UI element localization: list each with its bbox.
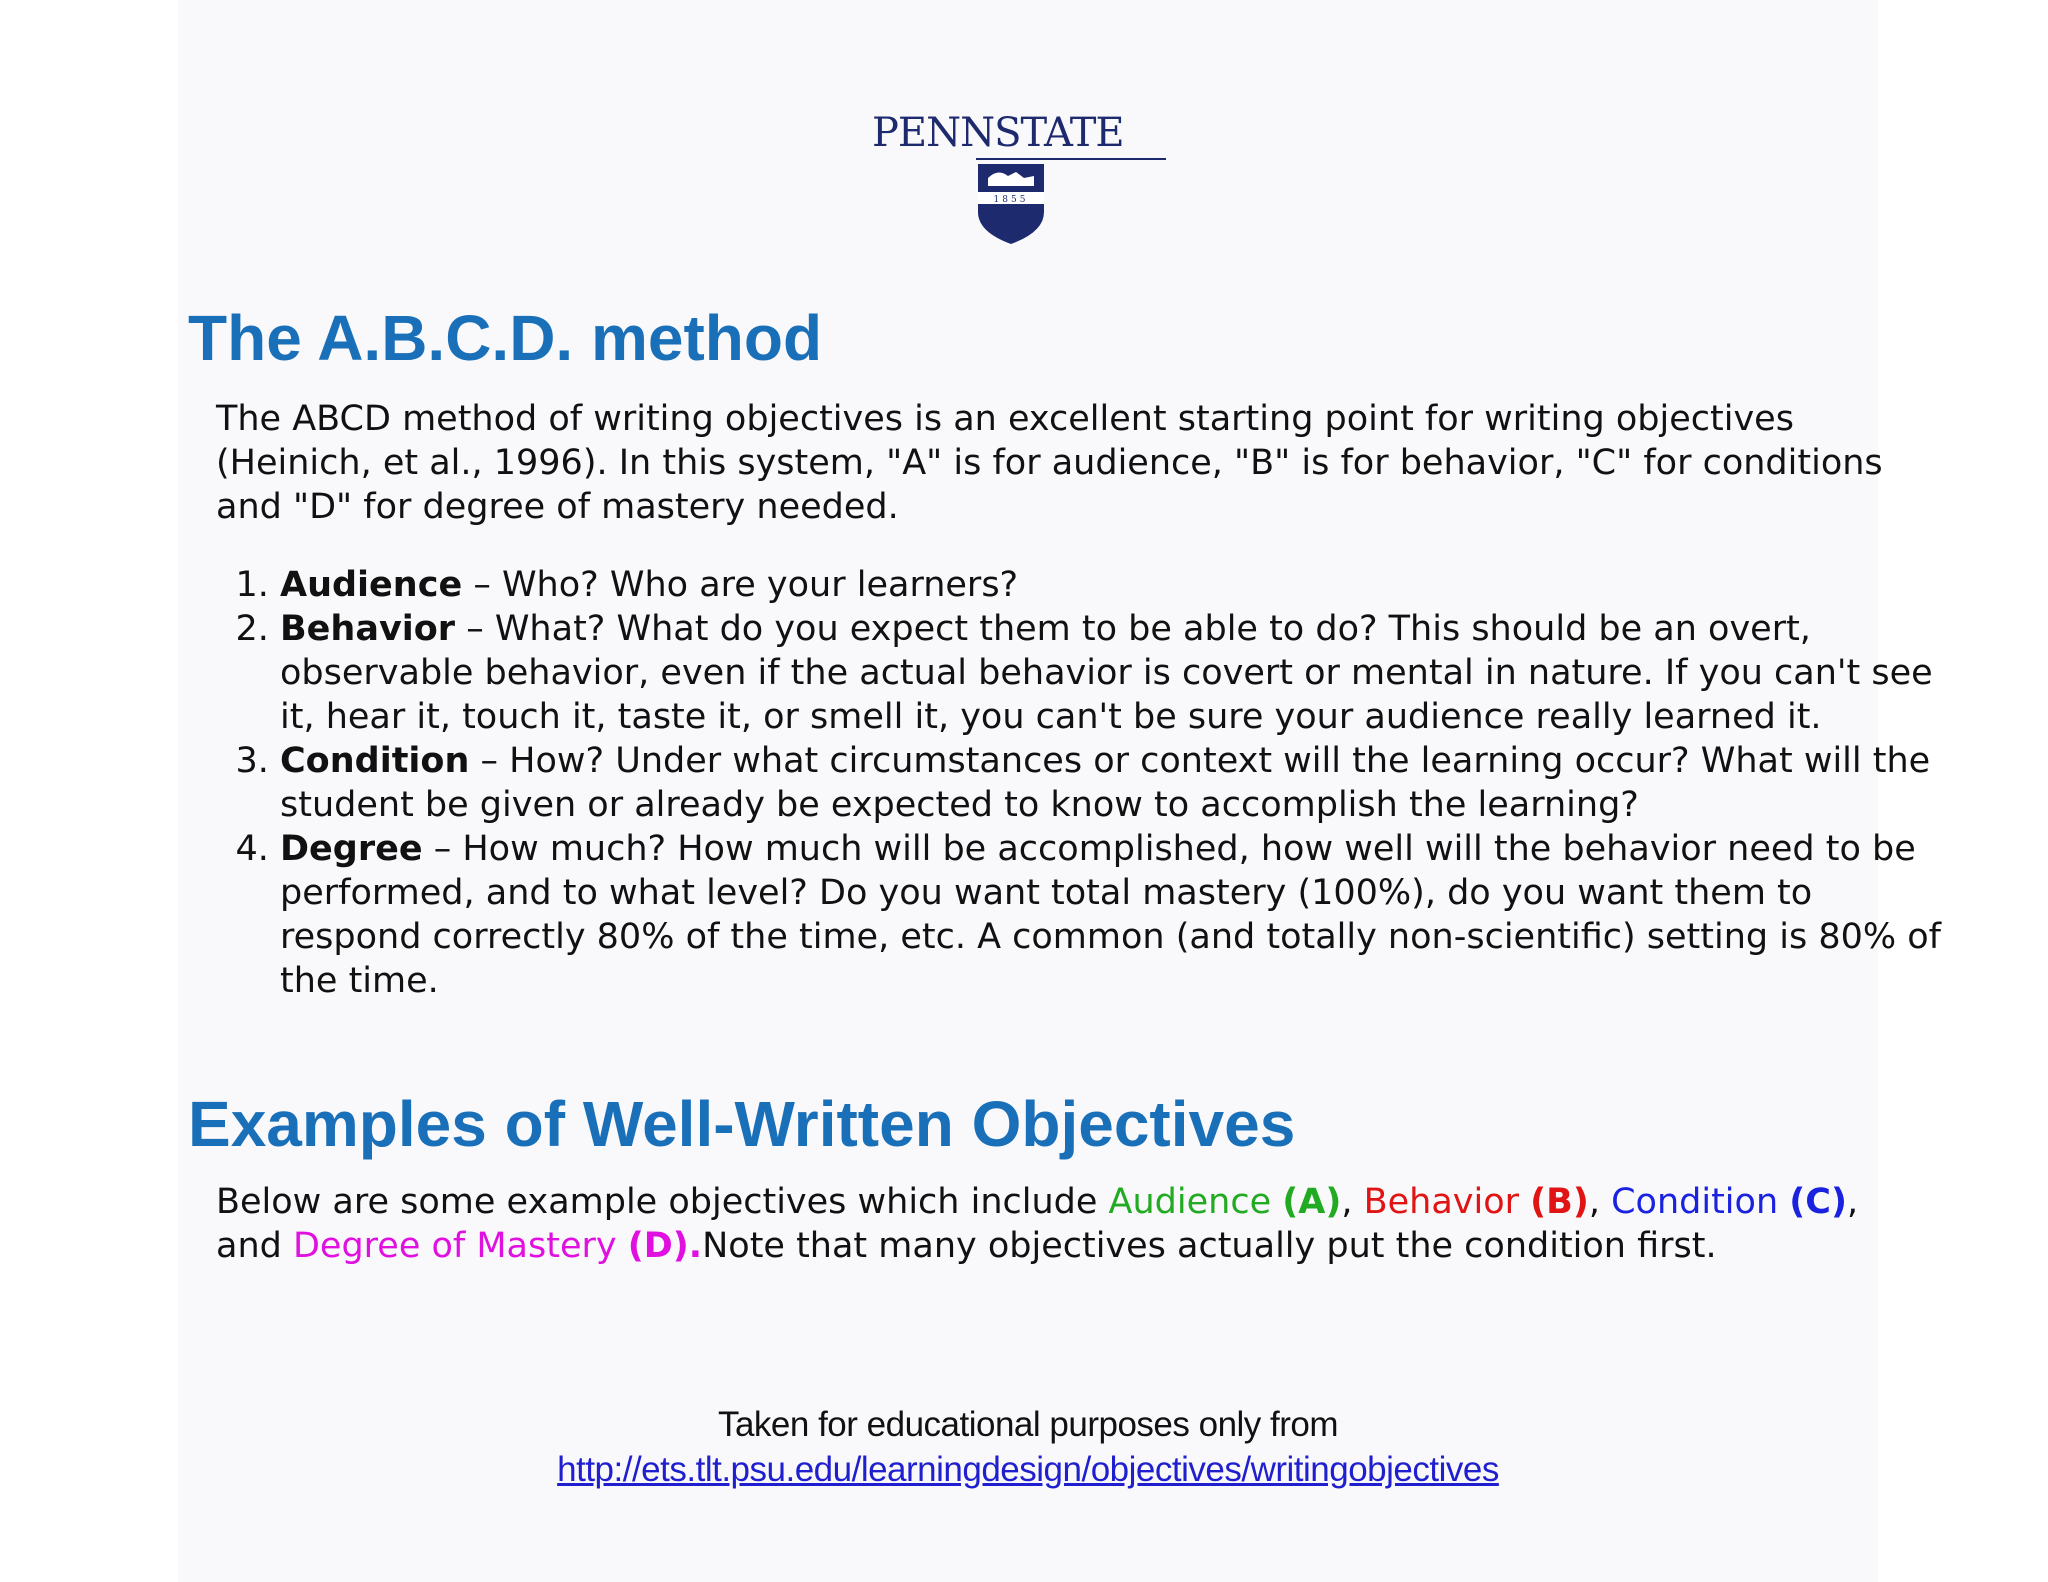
- abcd-list: [216, 563, 1960, 1003]
- logo-year: 1855: [993, 195, 1029, 205]
- item-text: – What? What do you expect them to be able to do? This should be an overt, observable behavior, even if the actual behavior is covert or mental in nature. If you can't see it, hear it, touch it, taste it, or smell it, you can't be sure your audience really learned it.: [280, 609, 1933, 737]
- credit-text: Taken for educational purposes only from: [717, 1405, 1339, 1444]
- item-text: – How? Under what circumstances or context will the learning occur? What will the student be given or already be expected to know to accomplish the learning?: [280, 741, 1931, 825]
- item-text: – How much? How much will be accomplished, how well will the behavior need to be performed, and to what level? Do you want total mastery (100%), do you want them to respond correctly 80% of the time, etc. A common (and totally non-scientific) setting is 80% of the time.: [280, 829, 1941, 1001]
- item-term: Condition: [280, 741, 470, 781]
- behavior-label: Behavior: [1363, 1182, 1520, 1222]
- examples-intro: Below are some example objectives which include Audience (A), Behavior (B), Condition (C), and Degree of Mastery (D).Note that many objectives actually put the condition first.: [216, 1182, 1859, 1266]
- degree-tag: (D).: [627, 1226, 703, 1266]
- logo-wordmark: PENNSTATE: [872, 110, 1124, 156]
- audience-tag: (A): [1282, 1182, 1342, 1222]
- abcd-heading: The A.B.C.D. method: [188, 302, 823, 374]
- source-link[interactable]: http://ets.tlt.psu.edu/learningdesign/objectives/writingobjectives: [557, 1450, 1499, 1489]
- list-item-behavior: [280, 607, 1960, 739]
- item-term: Behavior: [280, 609, 456, 649]
- abcd-intro: The ABCD method of writing objectives is an excellent starting point for writing objectives (Heinich, et al., 1996). In this system, "A" is for audience, "B" is for behavior, "C" for conditions and "D" for degree of mastery needed.: [216, 399, 1883, 527]
- credit-link-row: [178, 1448, 1878, 1492]
- and-text: , and: [216, 1182, 1859, 1266]
- pennstate-logo: [872, 110, 1172, 250]
- condition-label: Condition: [1611, 1182, 1779, 1222]
- examples-lead: Below are some example objectives which include: [216, 1182, 1109, 1222]
- examples-heading: Examples of Well-Written Objectives: [188, 1088, 1296, 1160]
- item-text: – Who? Who are your learners?: [462, 565, 1019, 605]
- item-term: Degree: [280, 829, 423, 869]
- list-item-audience: [280, 563, 1960, 607]
- behavior-tag: (B): [1530, 1182, 1589, 1222]
- list-item-condition: [280, 739, 1960, 827]
- degree-label: Degree of Mastery: [292, 1226, 617, 1266]
- item-term: Audience: [280, 565, 463, 605]
- examples-tail: Note that many objectives actually put the condition first.: [702, 1226, 1717, 1266]
- logo-rule: [976, 158, 1166, 160]
- condition-tag: (C): [1789, 1182, 1847, 1222]
- audience-label: Audience: [1108, 1182, 1272, 1222]
- shield-icon: [976, 162, 1046, 246]
- list-item-degree: [280, 827, 1960, 1003]
